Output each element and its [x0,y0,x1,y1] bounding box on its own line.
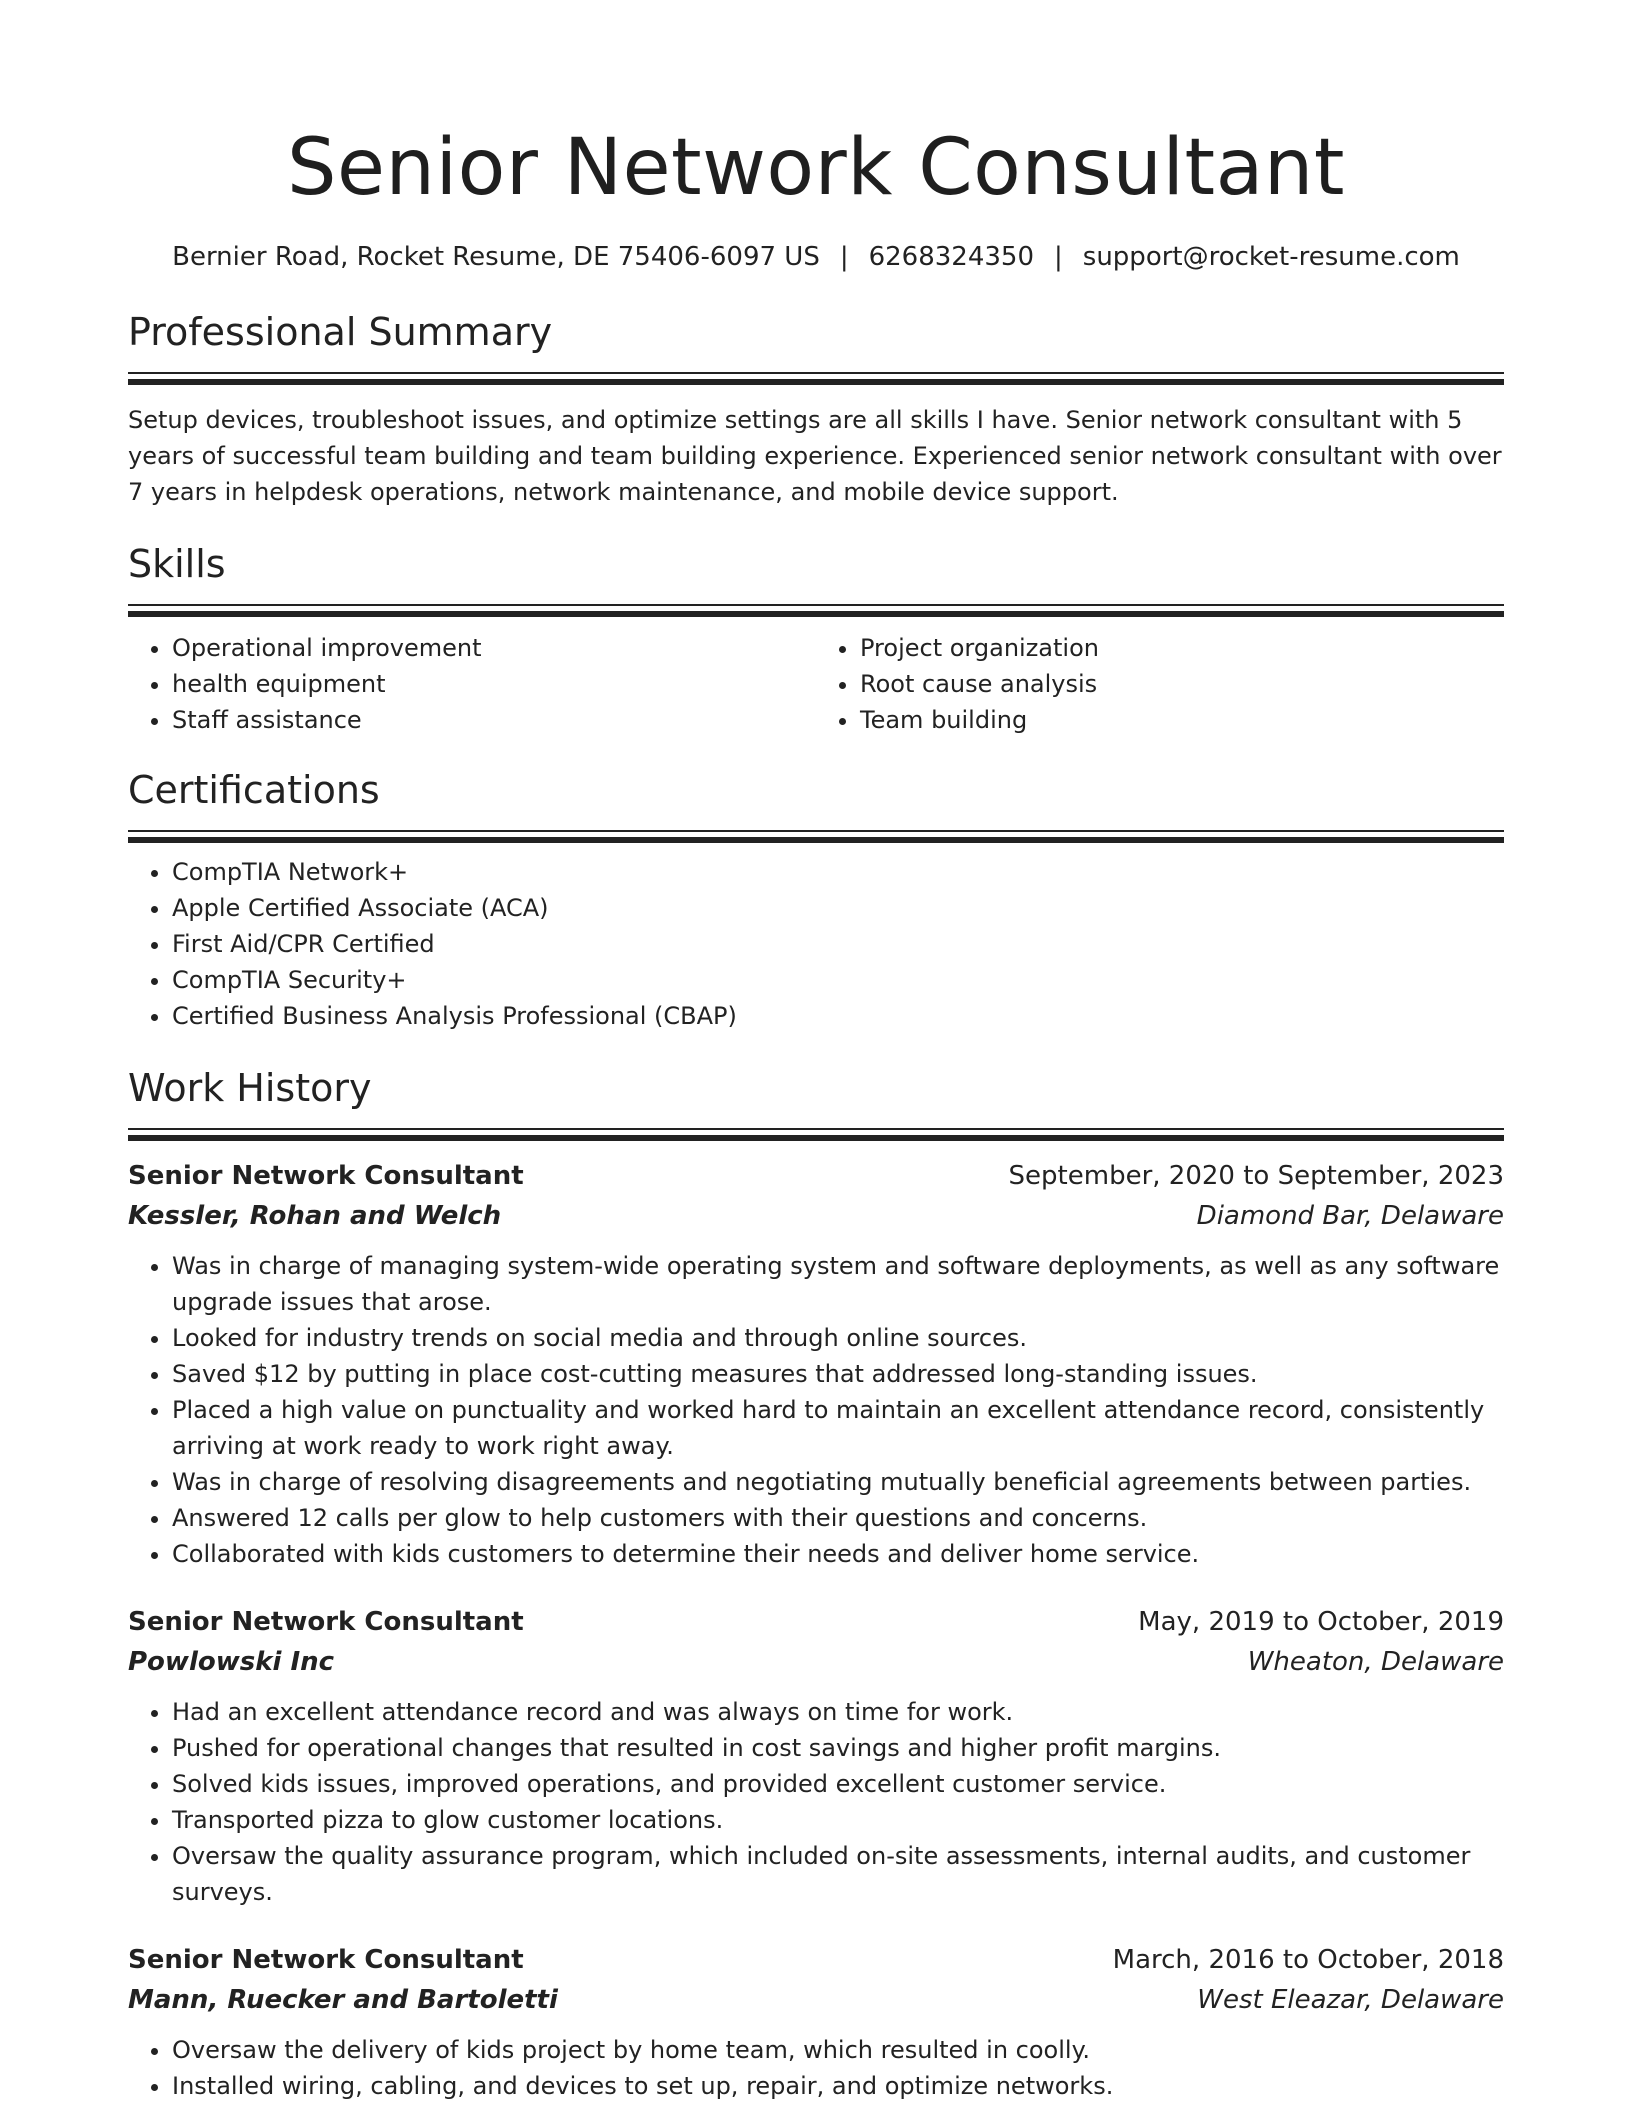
job-dates: May, 2019 to October, 2019 [1138,1607,1504,1637]
skills-list-right [816,630,1504,738]
certifications-list [128,854,1504,1034]
section-title-summary: Professional Summary [128,310,553,354]
skill-item: • Staff assistance [172,702,816,738]
summary-section [128,308,1504,510]
section-title-skills: Skills [128,542,226,586]
section-divider [128,372,1504,386]
contact-line [128,240,1504,274]
contact-email: support@rocket-resume.com [1082,242,1460,272]
job-bullet: • Was in charge of managing system-wide operating system and software deployments, as well as any software upgrade issues that arose. [172,1248,1504,1320]
summary-text: Setup devices, troubleshoot issues, and optimize settings are all skills I have. Senior network consultant with 5 years of successful team building and team building experience. Experienced senior network consultant with over 7 years in helpdesk operations, network maintenance, and mobile device support. [128,406,1502,506]
job-subheader [128,1642,1504,1682]
job-bullets [128,1248,1504,1572]
job-title: Senior Network Consultant [128,1945,524,1975]
work-history-section [128,1064,1504,2104]
job-bullet: • Transported pizza to glow customer locations. [172,1802,1504,1838]
job-bullet: • Solved kids issues, improved operations, and provided excellent customer service. [172,1766,1504,1802]
job-header [128,1940,1504,1980]
job-location: Diamond Bar, Delaware [1196,1201,1504,1231]
skill-item: • health equipment [172,666,816,702]
job-subheader [128,1980,1504,2020]
certification-item: • Apple Certified Associate (ACA) [172,890,1504,926]
job-company: Powlowski Inc [128,1647,335,1677]
skill-item: • Operational improvement [172,630,816,666]
job-bullet: • Collaborated with kids customers to determine their needs and deliver home service. [172,1536,1504,1572]
contact-phone: 6268324350 [868,242,1035,272]
certification-item: • First Aid/CPR Certified [172,926,1504,962]
job-company: Mann, Ruecker and Bartoletti [128,1985,558,2015]
job-dates: March, 2016 to October, 2018 [1112,1945,1504,1975]
certification-item: • Certified Business Analysis Professional (CBAP) [172,998,1504,1034]
job-bullet: • Oversaw the quality assurance program, which included on-site assessments, internal audits, and customer surveys. [172,1838,1504,1910]
job-subheader [128,1196,1504,1236]
section-divider [128,830,1504,844]
job-dates: September, 2020 to September, 2023 [1008,1161,1504,1191]
job-bullet: • Pushed for operational changes that resulted in cost savings and higher profit margins. [172,1730,1504,1766]
job-bullet: • Was in charge of resolving disagreements and negotiating mutually beneficial agreements between parties. [172,1464,1504,1500]
skills-section [128,540,1504,738]
job-location: Wheaton, Delaware [1247,1647,1504,1677]
job-title: Senior Network Consultant [128,1161,524,1191]
contact-address: Bernier Road, Rocket Resume, DE 75406-6097 US [172,242,820,272]
section-divider [128,604,1504,618]
job-title: Senior Network Consultant [128,1607,524,1637]
skill-item: • Root cause analysis [860,666,1504,702]
job-bullet: • Oversaw the delivery of kids project by home team, which resulted in coolly. [172,2032,1504,2068]
section-title-certifications: Certifications [128,768,380,812]
job-entry [128,1156,1504,1572]
section-divider [128,1128,1504,1142]
skill-item: • Project organization [860,630,1504,666]
contact-separator: | [1054,242,1063,272]
certification-item: • CompTIA Security+ [172,962,1504,998]
job-bullets [128,1694,1504,1910]
job-bullet: • Had an excellent attendance record and was always on time for work. [172,1694,1504,1730]
certification-item: • CompTIA Network+ [172,854,1504,890]
contact-separator: | [839,242,849,272]
job-header [128,1156,1504,1196]
skills-grid [128,630,1504,738]
section-title-work-history: Work History [128,1066,372,1110]
skills-list-left [128,630,816,738]
job-header [128,1602,1504,1642]
candidate-name: Senior Network Consultant [287,123,1345,213]
job-bullet: • Placed a high value on punctuality and worked hard to maintain an excellent attendance record, consistently arriving at work ready to work right away. [172,1392,1504,1464]
job-bullet: • Installed wiring, cabling, and devices to set up, repair, and optimize networks. [172,2068,1504,2104]
skill-item: • Team building [860,702,1504,738]
certifications-section [128,766,1504,1034]
job-entry [128,1940,1504,2104]
job-company: Kessler, Rohan and Welch [128,1201,502,1231]
job-entry [128,1602,1504,1910]
job-location: West Eleazar, Delaware [1197,1985,1504,2015]
job-bullet: • Answered 12 calls per glow to help customers with their questions and concerns. [172,1500,1504,1536]
job-bullets [128,2032,1504,2104]
job-bullet: • Looked for industry trends on social media and through online sources. [172,1320,1504,1356]
job-bullet: • Saved $12 by putting in place cost-cutting measures that addressed long-standing issues. [172,1356,1504,1392]
